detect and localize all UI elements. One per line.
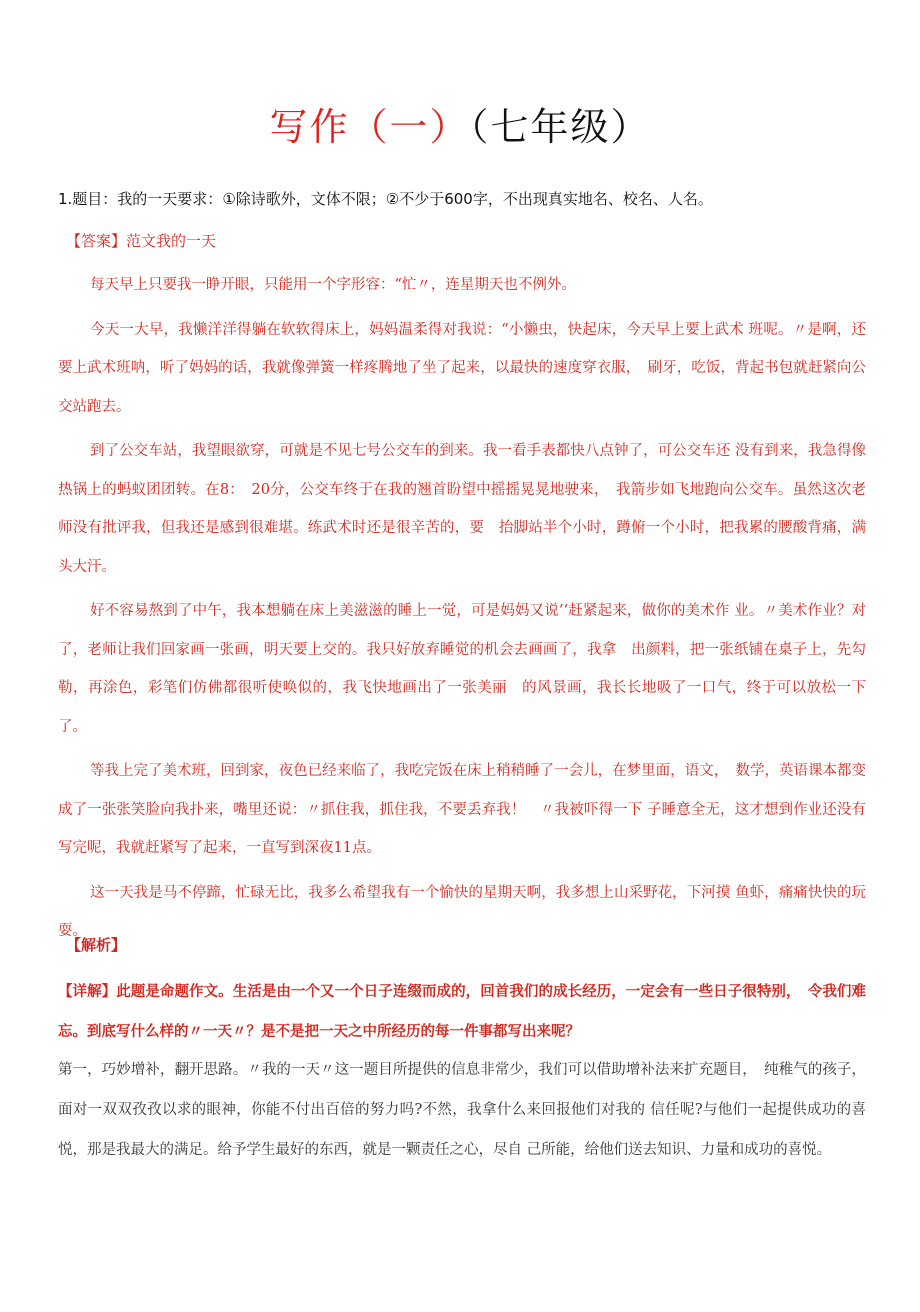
essay-paragraph: 每天早上只要我一睁开眼，只能用一个字形容：“忙〃，连星期天也不例外。: [90, 277, 576, 293]
essay-paragraph: 等我上完了美术班，回到家，夜色已经来临了，我吃完饭在床上稍稍睡了一会儿，在梦里面，语文， 数学，英语课本都变成了一张张笑脸向我扑来，嘴里还说：〃抓住我，抓住我，不要丢弃我！ 〃我被吓得一下 子睡意全无，这才想到作业还没有写完呢，我就赶紧写了起来，一直写到深夜11点。: [58, 763, 866, 856]
title-grade: （七年级）: [469, 105, 651, 149]
detail-text: 【详解】此题是命题作文。生活是由一个又一个日子连缀而成的，回首我们的成长经历，一定会有一些日子很特别， 令我们难忘。到底写什么样的〃一天〃？是不是把一天之中所经历的每一件事都写出来呢？: [58, 984, 866, 1040]
essay-paragraph: 到了公交车站，我望眼欲穿，可就是不见七号公交车的到来。我一看手表都快八点钟了，可公交车还 没有到来，我急得像热锅上的蚂蚁团团转。在8： 20分，公交车终于在我的翘首盼望中摇摇晃晃地驶来， 我箭步如飞地跑向公交车。虽然这次老师没有批评我，但我还是感到很难堪。练武术时还是很辛苦的，要 抬脚站半个小时，蹲俯一个小时，把我累的腰酸背痛，满头大汗。: [58, 443, 866, 575]
analysis-heading: 【解析】: [66, 936, 127, 954]
essay-paragraph: 好不容易熬到了中午，我本想躺在床上美滋滋的睡上一觉，可是妈妈又说’‘赶紧起来，做你的美术作 业。〃美术作业？对了，老师让我们回家画一张画，明天要上交的。我只好放弃睡觉的机会去画画了，我拿 出颜料，把一张纸铺在桌子上，先勾勒，再涂色，彩笔们仿佛都很听使唤似的，我飞快地画出了一张美丽 的风景画，我长长地吸了一口气，终于可以放松一下了。: [58, 603, 866, 735]
question-text: 1.题目：我的一天要求：①除诗歌外，文体不限；②不少于600字，不出现真实地名、校名、人名。: [58, 190, 713, 208]
first-point-text: 第一，巧妙增补，翻开思路。〃我的一天〃这一题目所提供的信息非常少，我们可以借助增补法来扩充题目， 纯稚气的孩子，面对一双双孜孜以求的眼神，你能不付出百倍的努力吗?不然，我拿什么来回报他们对我的 信任呢?与他们一起提供成功的喜悦，那是我最大的满足。给予学生最好的东西，就是一颗责任之心，尽自 己所能，给他们送去知识、力量和成功的喜悦。: [58, 1062, 866, 1158]
essay-paragraph: 今天一大早，我懒洋洋得躺在软软得床上，妈妈温柔得对我说：“小懒虫，快起床，今天早上要上武术 班呢。〃是啊，还要上武术班呐，听了妈妈的话，我就像弹簧一样疼腾地了坐了起来，以最快的速度穿衣服， 刷牙，吃饭，背起书包就赶紧向公交站跑去。: [58, 321, 866, 415]
title-main: 写作（一）: [269, 105, 470, 149]
answer-heading: 【答案】范文我的一天: [66, 232, 217, 250]
essay-body: [58, 266, 866, 957]
essay-paragraph: 这一天我是马不停蹄，忙碌无比，我多么希望我有一个愉快的星期天啊，我多想上山采野花，下河摸 鱼虾，痛痛快快的玩耍。: [58, 884, 866, 939]
page-title: [0, 96, 920, 151]
